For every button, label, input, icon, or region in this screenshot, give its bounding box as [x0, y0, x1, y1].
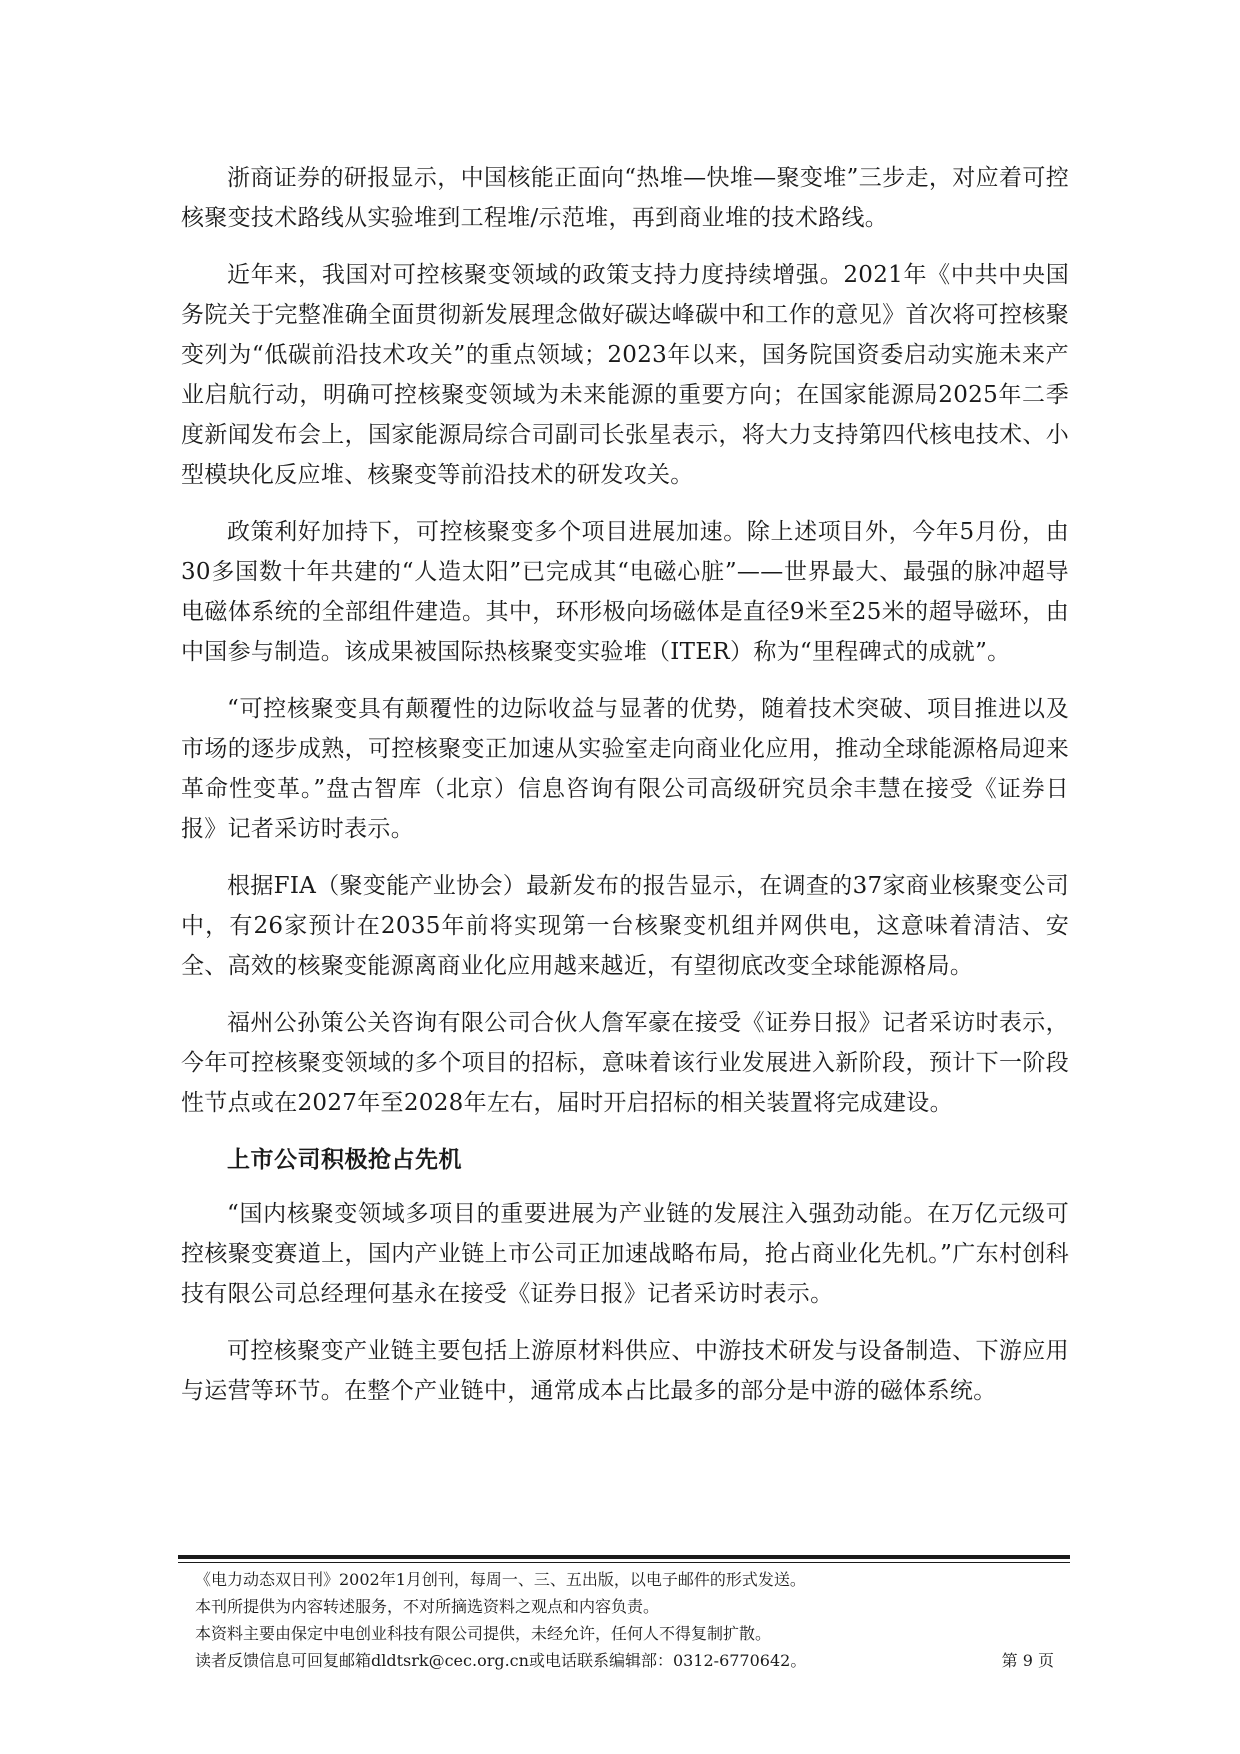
- footer-contact-row: [195, 1647, 1070, 1674]
- footer-divider-thin: [178, 1562, 1070, 1563]
- paragraph-quote-yu: “可控核聚变具有颠覆性的边际收益与显著的优势，随着技术突破、项目推进以及市场的逐步成熟，可控核聚变正加速从实验室走向商业化应用，推动全球能源格局迎来革命性变革。”盘古智库（北京）信息咨询有限公司高级研究员余丰慧在接受《证券日报》记者采访时表示。: [181, 696, 1069, 842]
- paragraph-policy: 近年来，我国对可控核聚变领域的政策支持力度持续增强。2021年《中共中央国务院关于完整准确全面贯彻新发展理念做好碳达峰碳中和工作的意见》首次将可控核聚变列为“低碳前沿技术攻关”的重点领域；2023年以来，国务院国资委启动实施未来产业启航行动，明确可控核聚变领域为未来能源的重要方向；在国家能源局2025年二季度新闻发布会上，国家能源局综合司副司长张星表示，将大力支持第四代核电技术、小型模块化反应堆、核聚变等前沿技术的研发攻关。: [181, 262, 1069, 488]
- footer: [195, 1566, 1070, 1674]
- footer-disclaimer: 本刊所提供为内容转述服务，不对所摘选资料之观点和内容负责。: [195, 1597, 660, 1616]
- footer-copyright: 本资料主要由保定中电创业科技有限公司提供，未经允许，任何人不得复制扩散。: [195, 1624, 772, 1643]
- paragraph-iter: 政策利好加持下，可控核聚变多个项目进展加速。除上述项目外，今年5月份，由30多国数十年共建的“人造太阳”已完成其“电磁心脏”——世界最大、最强的脉冲超导电磁体系统的全部组件建造。其中，环形极向场磁体是直径9米至25米的超导磁环，由中国参与制造。该成果被国际热核聚变实验堆（ITER）称为“里程碑式的成就”。: [181, 519, 1069, 665]
- paragraph-quote-he: “国内核聚变领域多项目的重要进展为产业链的发展注入强劲动能。在万亿元级可控核聚变赛道上，国内产业链上市公司正加速战略布局，抢占商业化先机。”广东村创科技有限公司总经理何基永在接受《证券日报》记者采访时表示。: [181, 1201, 1069, 1307]
- footer-publication-info: 《电力动态双日刊》2002年1月创刊，每周一、三、五出版，以电子邮件的形式发送。: [195, 1570, 806, 1589]
- paragraph-quote-zhan: 福州公孙策公关咨询有限公司合伙人詹军豪在接受《证券日报》记者采访时表示，今年可控核聚变领域的多个项目的招标，意味着该行业发展进入新阶段，预计下一阶段性节点或在2027年至2028年左右，届时开启招标的相关装置将完成建设。: [181, 1010, 1069, 1116]
- paragraph-roadmap: 浙商证券的研报显示，中国核能正面向“热堆—快堆—聚变堆”三步走，对应着可控核聚变技术路线从实验堆到工程堆/示范堆，再到商业堆的技术路线。: [181, 165, 1069, 231]
- footer-divider-thick: [178, 1555, 1070, 1559]
- article-body: [181, 158, 1069, 1428]
- paragraph-fia-report: 根据FIA（聚变能产业协会）最新发布的报告显示，在调查的37家商业核聚变公司中，有26家预计在2035年前将实现第一台核聚变机组并网供电，这意味着清洁、安全、高效的核聚变能源离商业化应用越来越近，有望彻底改变全球能源格局。: [181, 873, 1069, 979]
- page-number: 第 9 页: [1001, 1651, 1054, 1670]
- section-heading: 上市公司积极抢占先机: [227, 1147, 462, 1173]
- paragraph-industry-chain: 可控核聚变产业链主要包括上游原材料供应、中游技术研发与设备制造、下游应用与运营等环节。在整个产业链中，通常成本占比最多的部分是中游的磁体系统。: [181, 1338, 1069, 1404]
- footer-contact: 读者反馈信息可回复邮箱dldtsrk@cec.org.cn或电话联系编辑部：0312-6770642。: [195, 1651, 807, 1670]
